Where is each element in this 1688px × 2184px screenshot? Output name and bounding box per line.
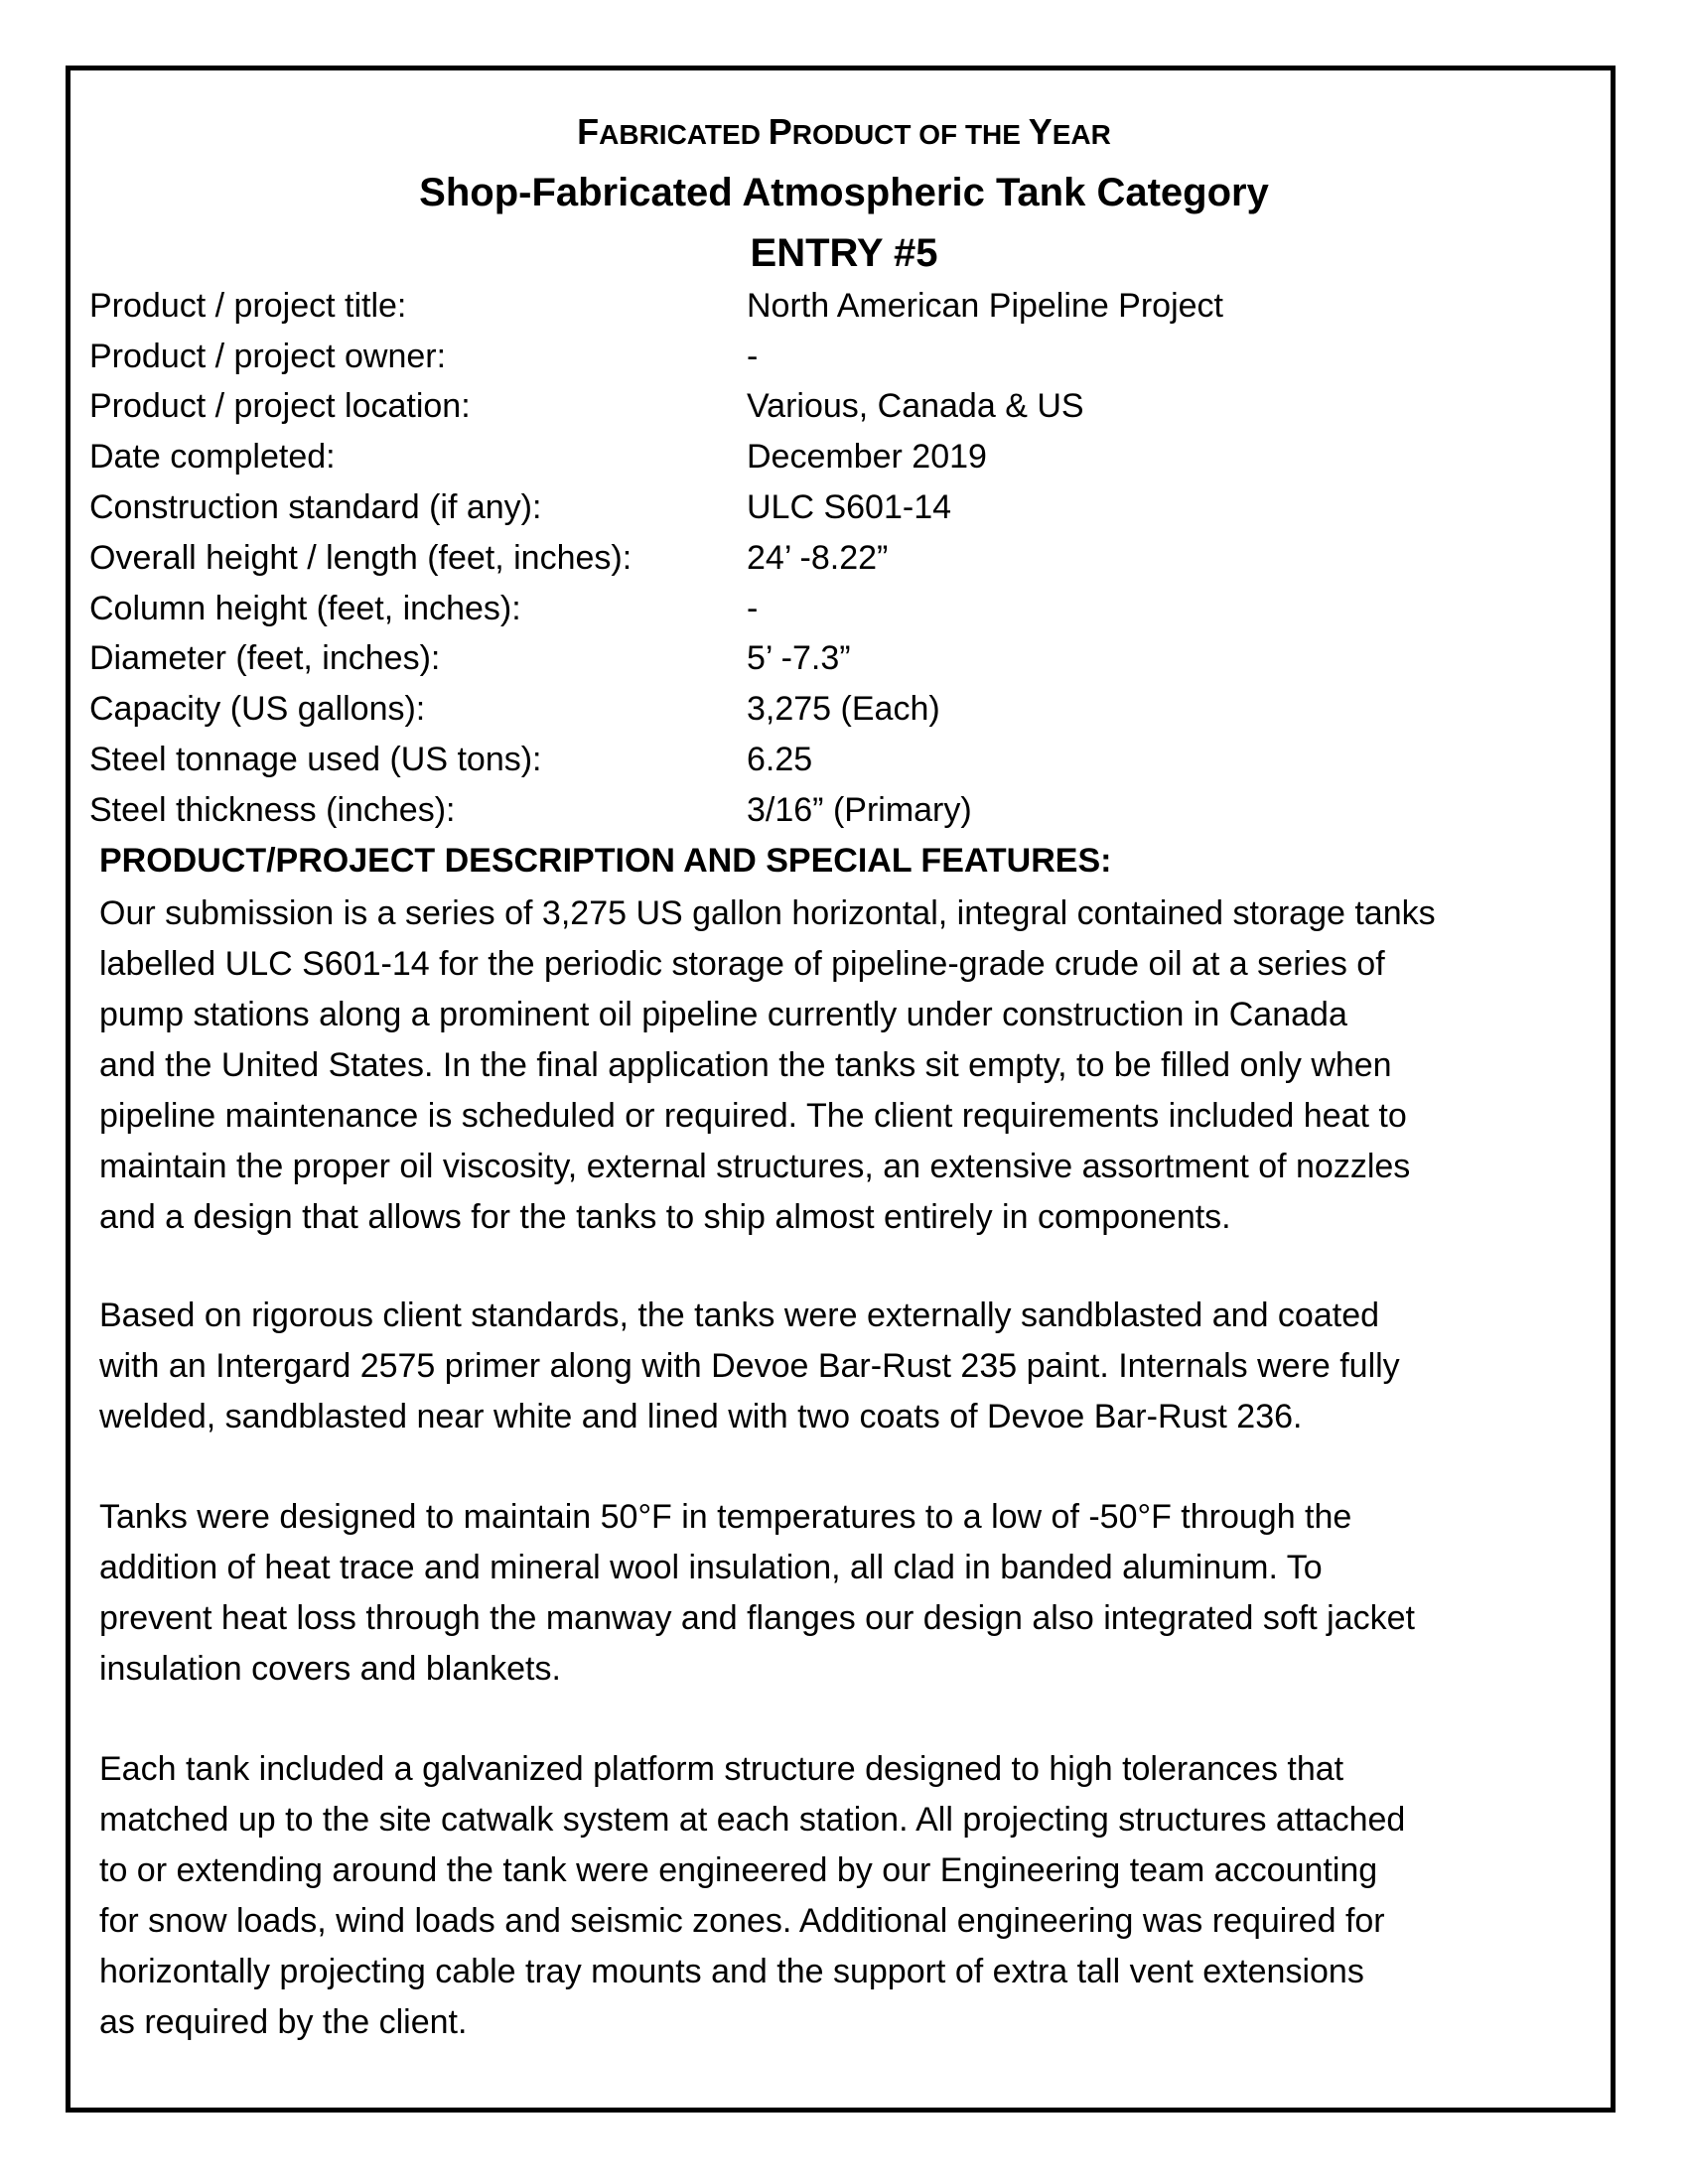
description-heading: PRODUCT/PROJECT DESCRIPTION AND SPECIAL FEATURES: [99, 842, 1112, 880]
paragraph-line: Each tank included a galvanized platform structure designed to high tolerances that [99, 1750, 1344, 1788]
field-label: Diameter (feet, inches): [89, 639, 441, 678]
field-value: 3/16” (Primary) [747, 790, 972, 829]
field-row-owner [89, 332, 1529, 382]
award-title-part-3: EAR [1052, 119, 1111, 150]
paragraph-line: pump stations along a prominent oil pipeline currently under construction in Canada [99, 996, 1347, 1033]
paragraph-line: Tanks were designed to maintain 50°F in temperatures to a low of -50°F through the [99, 1498, 1352, 1536]
paragraph-line: addition of heat trace and mineral wool insulation, all clad in banded aluminum. To [99, 1549, 1323, 1586]
field-value: Various, Canada & US [747, 387, 1084, 426]
entry-number: ENTRY #5 [750, 231, 938, 275]
field-row-capacity [89, 684, 1529, 735]
field-row-column-height [89, 584, 1529, 634]
award-title-part-1: ABRICATED [599, 119, 769, 150]
paragraph-line: maintain the proper oil viscosity, external structures, an extensive assortment of nozzles [99, 1148, 1411, 1185]
field-row-title [89, 281, 1529, 332]
award-title-part-2: RODUCT OF THE [791, 119, 1029, 150]
paragraph-line: welded, sandblasted near white and lined with two coats of Devoe Bar-Rust 236. [99, 1398, 1303, 1435]
field-row-steel-thickness [89, 785, 1529, 836]
description-paragraph-4 [99, 1744, 1609, 2048]
field-row-overall-height [89, 533, 1529, 584]
field-row-location [89, 382, 1529, 433]
field-label: Product / project location: [89, 387, 471, 426]
field-label: Steel tonnage used (US tons): [89, 741, 542, 779]
award-title [0, 110, 1688, 157]
project-fields [89, 281, 1529, 836]
paragraph-line: prevent heat loss through the manway and flanges our design also integrated soft jacket [99, 1599, 1415, 1637]
field-label: Product / project title: [89, 286, 407, 325]
field-label: Column height (feet, inches): [89, 589, 521, 627]
field-value: 5’ -7.3” [747, 639, 851, 678]
field-label: Overall height / length (feet, inches): [89, 538, 633, 577]
field-value: 6.25 [747, 741, 813, 779]
paragraph-line: and a design that allows for the tanks to ship almost entirely in components. [99, 1198, 1231, 1236]
paragraph-line: with an Intergard 2575 primer along with Devoe Bar-Rust 235 paint. Internals were fully [99, 1347, 1400, 1385]
paragraph-line: matched up to the site catwalk system at each station. All projecting structures attached [99, 1801, 1406, 1839]
paragraph-line: for snow loads, wind loads and seismic zones. Additional engineering was required for [99, 1902, 1385, 1940]
field-value: - [747, 337, 759, 375]
field-label: Steel thickness (inches): [89, 790, 456, 829]
field-value: ULC S601-14 [747, 488, 952, 527]
field-value: 3,275 (Each) [747, 690, 940, 729]
field-label: Product / project owner: [89, 337, 447, 375]
category-title: Shop-Fabricated Atmospheric Tank Category [419, 171, 1269, 214]
field-value: North American Pipeline Project [747, 286, 1224, 325]
paragraph-line: as required by the client. [99, 2003, 468, 2041]
description-paragraph-3 [99, 1492, 1609, 1695]
paragraph-line: Based on rigorous client standards, the tanks were externally sandblasted and coated [99, 1297, 1380, 1334]
paragraph-line: horizontally projecting cable tray mounts and the support of extra tall vent extensions [99, 1953, 1364, 1990]
field-value: December 2019 [747, 438, 987, 477]
field-label: Capacity (US gallons): [89, 690, 426, 729]
field-value: 24’ -8.22” [747, 538, 889, 577]
paragraph-line: to or extending around the tank were engineered by our Engineering team accounting [99, 1851, 1378, 1889]
field-value: - [747, 589, 759, 627]
paragraph-line: and the United States. In the final application the tanks sit empty, to be filled only when [99, 1046, 1392, 1084]
award-title-cap-p: P [768, 111, 792, 152]
paragraph-line: Our submission is a series of 3,275 US gallon horizontal, integral contained storage tanks [99, 894, 1436, 932]
description-paragraph-1 [99, 888, 1609, 1243]
award-title-cap-f: F [577, 111, 600, 152]
paragraph-line: pipeline maintenance is scheduled or required. The client requirements included heat to [99, 1097, 1407, 1135]
paragraph-line: insulation covers and blankets. [99, 1650, 561, 1688]
award-title-cap-y: Y [1028, 111, 1053, 152]
field-row-diameter [89, 634, 1529, 685]
paragraph-line: labelled ULC S601-14 for the periodic storage of pipeline-grade crude oil at a series of [99, 945, 1385, 983]
field-row-steel-tonnage [89, 735, 1529, 785]
field-label: Date completed: [89, 438, 336, 477]
field-row-construction-standard [89, 482, 1529, 533]
field-row-date-completed [89, 432, 1529, 482]
description-paragraph-2 [99, 1291, 1609, 1442]
field-label: Construction standard (if any): [89, 488, 542, 527]
